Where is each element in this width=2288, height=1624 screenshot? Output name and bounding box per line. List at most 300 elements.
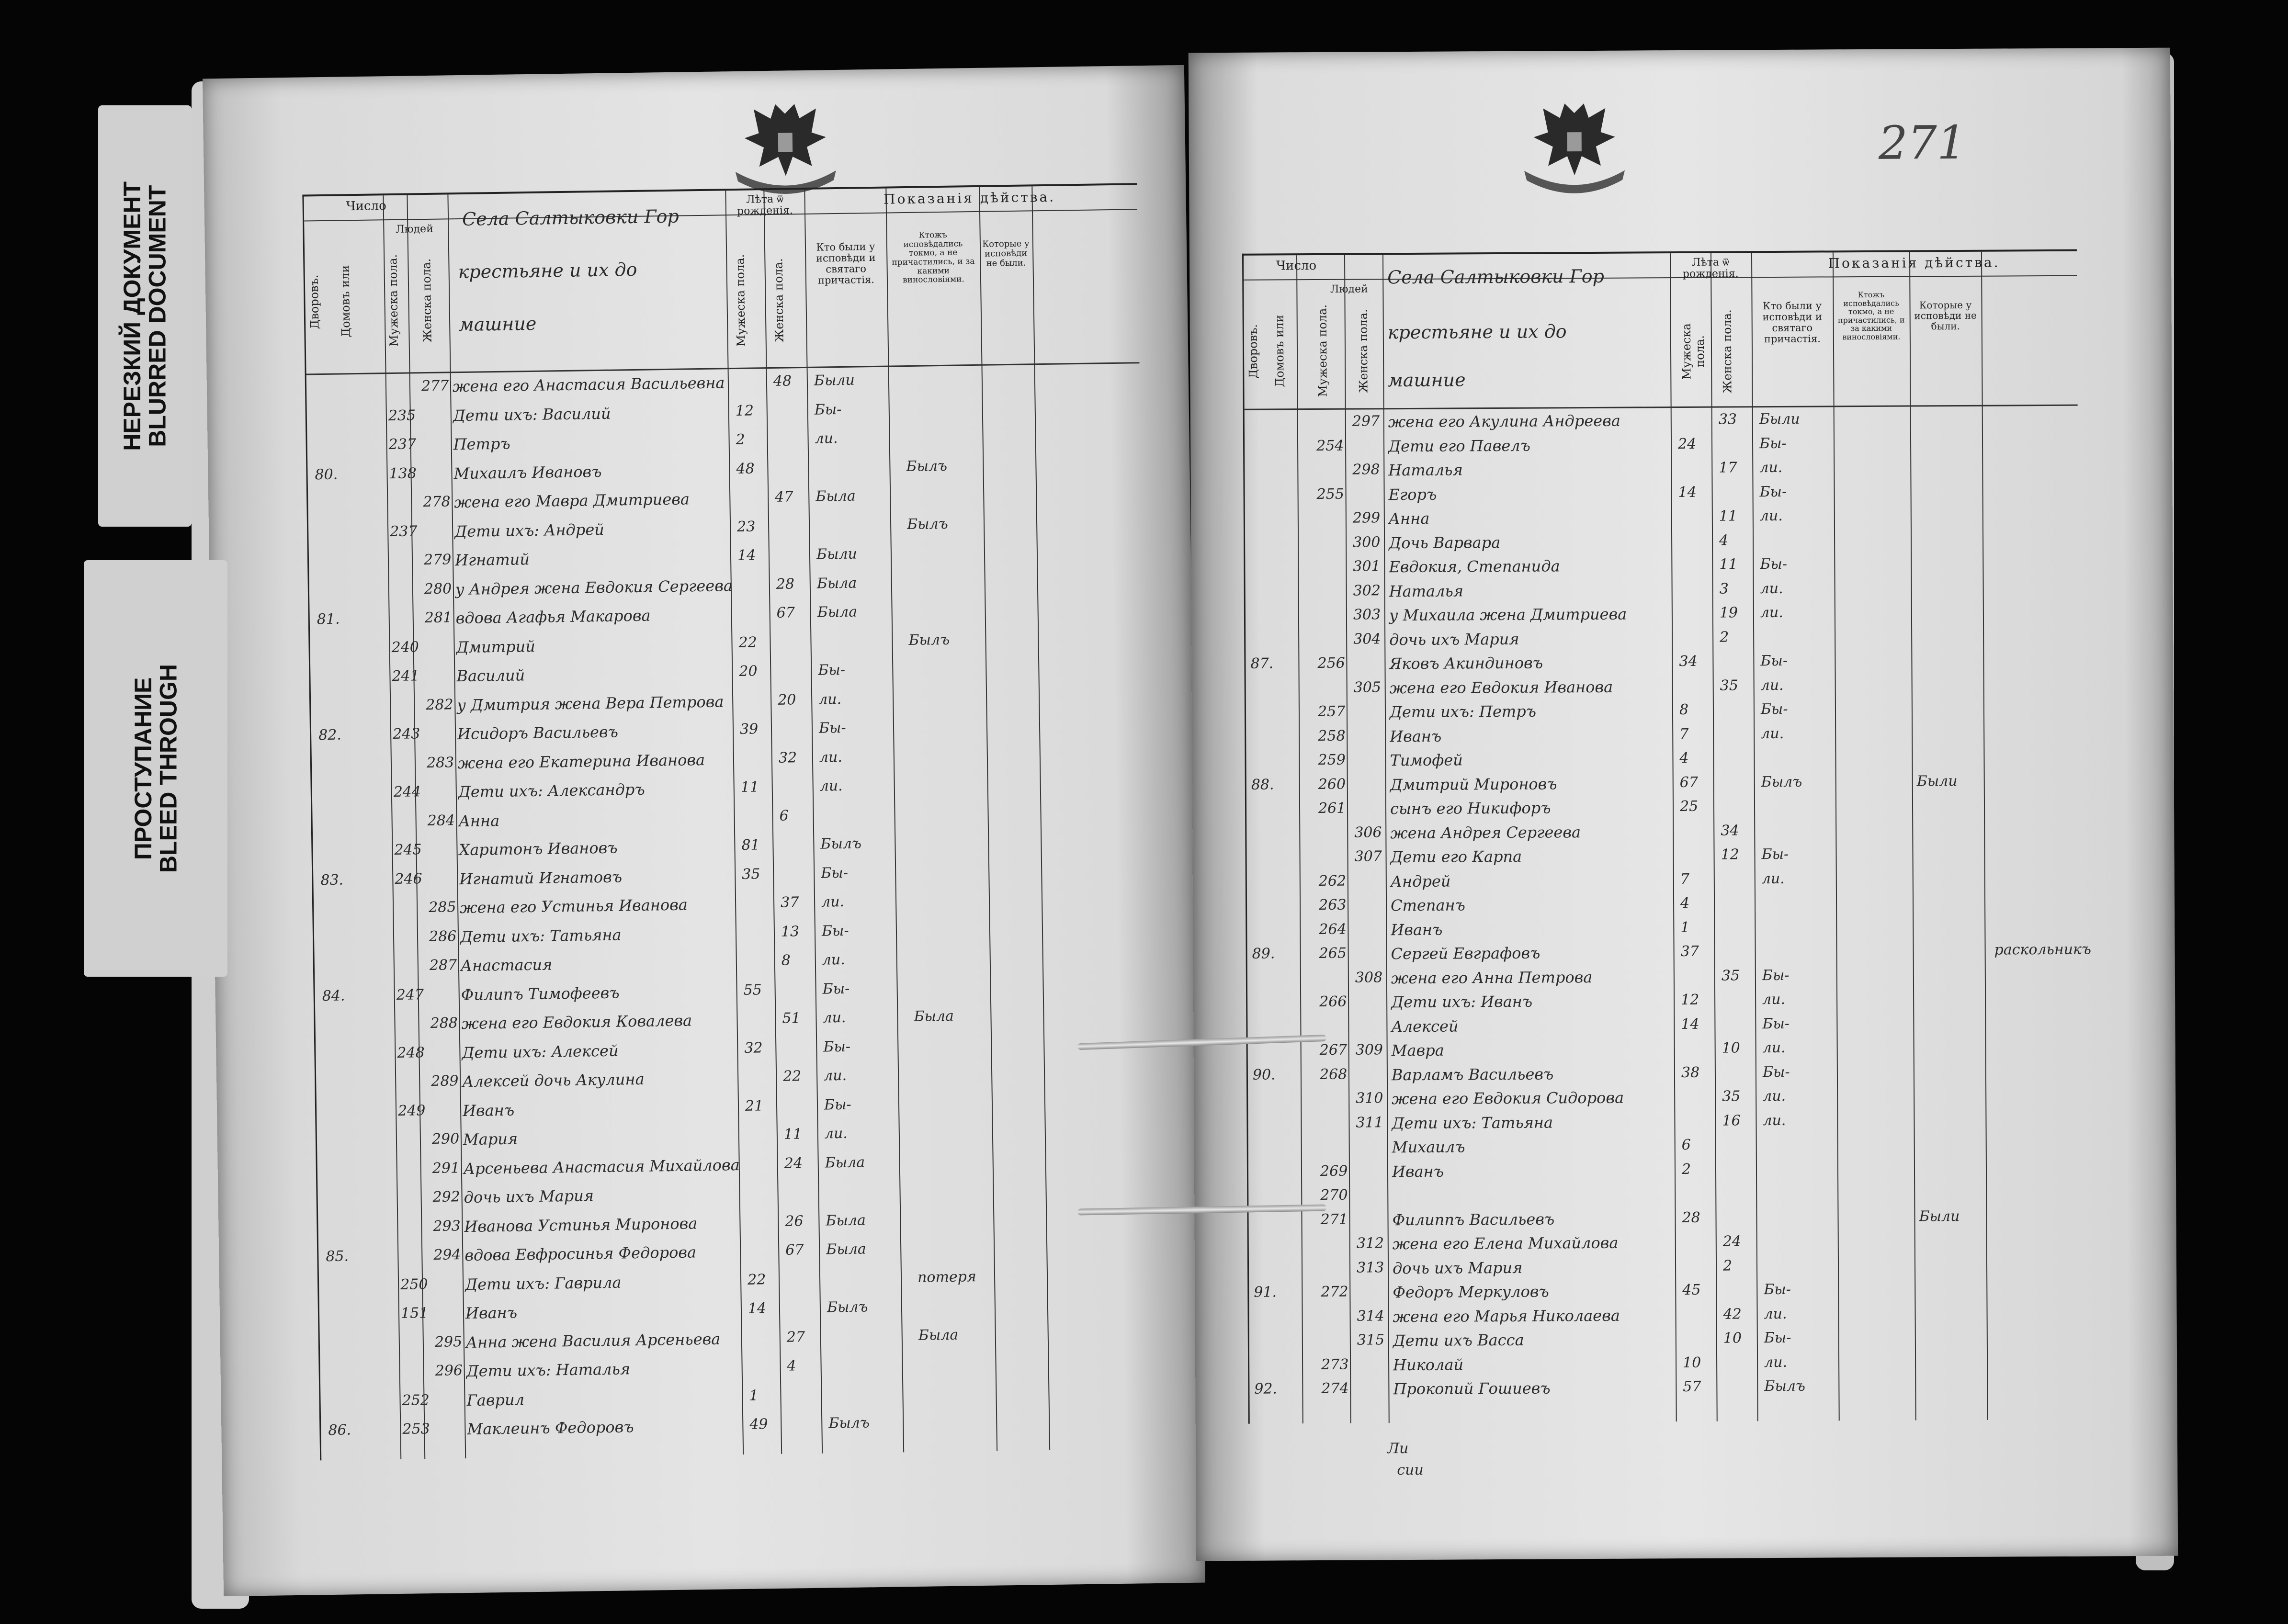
right-row-am: 25 [1679,798,1699,815]
right-row-am: 38 [1681,1064,1700,1081]
left-row-name: Арсеньева Анастасия Михайлова [463,1155,740,1178]
right-row-m: 258 [1318,727,1346,744]
right-row-am: 10 [1683,1354,1701,1371]
left-row-n: Былъ [908,631,950,649]
left-row-m: 244 [393,783,421,801]
right-row-yard: 91. [1254,1284,1277,1301]
header-kotorye-r: Которые у исповѣди не были. [1914,299,1977,332]
right-row-af: 2 [1722,1257,1733,1274]
left-row-n: потеря [917,1268,976,1286]
header-akta: Лѣта ѿ рожденія. [736,193,793,218]
header-akta-zh: Женска пола. [771,258,786,342]
right-row-af: 42 [1723,1305,1742,1323]
left-row-n: Была [914,1007,954,1025]
left-row-name: Мария [463,1129,518,1149]
right-row-f: 303 [1353,606,1381,623]
left-row-name: у Дмитрия жена Вера Петрова [457,692,724,714]
left-row-m: 247 [396,986,424,1004]
left-row-am: 14 [737,547,756,564]
left-row-name: Игнатий Игнатовъ [459,867,623,888]
right-row-f: 298 [1352,461,1380,478]
header-lyudey: Людей [395,223,433,236]
right-row-af: 35 [1722,1088,1741,1105]
right-row-name: Иванъ [1390,727,1442,745]
right-row-af: 33 [1718,411,1737,428]
right-row-name: сынъ его Никифоръ [1390,799,1551,818]
left-row-af: 26 [785,1212,804,1230]
right-row-am: 24 [1677,435,1697,452]
right-row-name: дочь ихъ Мария [1389,630,1519,649]
right-heading-line-1: Села Салтыковки Гор [1387,265,1605,288]
left-row-b: Были [814,372,855,389]
right-row-m: 262 [1318,872,1347,890]
left-row-f: 280 [424,580,452,598]
right-row-af: 10 [1723,1330,1742,1347]
right-row-b: ли. [1760,580,1783,597]
right-row-name: Мавра [1391,1041,1444,1060]
left-row-m: 138 [389,464,417,482]
left-row-am: 21 [745,1097,764,1115]
right-row-b: ли. [1761,725,1784,742]
right-row-name: Дмитрий Мироновъ [1390,774,1557,794]
left-row-name: у Андрея жена Евдокия Сергеева [455,576,733,598]
right-row-name: Тимофей [1390,751,1463,770]
right-row-m: 254 [1316,437,1344,454]
right-row-am: 67 [1679,774,1699,791]
right-row-f: 311 [1356,1114,1383,1131]
right-row-am: 4 [1680,894,1690,912]
right-row-name: Дочь Варвара [1389,533,1501,552]
left-row-af: 47 [775,488,793,506]
left-row-f: 292 [432,1188,461,1206]
right-row-b: Бы- [1761,846,1789,863]
left-row-yard: 84. [322,987,345,1004]
right-row-name: жена его Акулина Андреева [1388,411,1620,431]
left-row-yard: 85. [326,1248,349,1265]
left-page [203,65,1205,1596]
left-row-name: Анна [458,811,500,830]
right-row-af: 24 [1722,1233,1742,1250]
right-row-name: Дети ихъ: Иванъ [1391,992,1533,1012]
left-row-am: 32 [744,1039,763,1057]
left-row-name: Дети ихъ: Алексей [462,1041,619,1062]
left-row-b: Былъ [820,835,862,853]
right-row-m: 257 [1317,703,1346,720]
left-row-b: ли. [815,430,838,447]
left-row-m: 151 [400,1305,429,1322]
right-row-name: жена Андрея Сергеева [1390,823,1581,842]
left-row-yard: 81. [317,610,340,628]
left-row-af: 24 [784,1154,803,1172]
left-row-yard: 83. [320,871,344,889]
right-row-af: 19 [1719,604,1738,621]
left-row-m: 249 [397,1102,426,1119]
right-row-am: 14 [1678,484,1697,501]
right-row-n: Были [1919,1207,1960,1225]
left-row-name: Игнатий [454,550,530,570]
right-row-af: 10 [1722,1039,1740,1057]
right-row-am: 6 [1681,1136,1691,1154]
left-row-b: ли. [823,1067,847,1084]
right-row-yard: 87. [1250,655,1274,672]
right-row-name: Евдокия, Степанида [1389,557,1560,576]
right-row-m: 271 [1320,1211,1348,1228]
right-row-name: Дети ихъ: Петръ [1389,702,1537,722]
left-row-yard: 80. [315,466,338,483]
right-row-f: 315 [1357,1331,1385,1349]
left-row-m: 245 [394,841,422,859]
footer-note-2: сии [1397,1461,1424,1479]
header-domov: Домовъ или [338,265,353,338]
left-row-am: 55 [743,981,762,999]
right-row-af: 3 [1719,580,1729,598]
left-row-af: 20 [777,691,796,709]
right-row-name: жена его Евдокия Иванова [1389,677,1613,697]
left-row-af: 22 [782,1068,802,1085]
right-row-af: 16 [1722,1112,1741,1129]
right-row-af: 4 [1719,531,1729,549]
left-row-af: 51 [782,1010,801,1027]
header-domov-r: Домовъ или [1272,315,1287,387]
right-row-name: жена его Елена Михайлова [1392,1233,1619,1253]
bleed-through-label: ПРОСТУПАНИЕ BLEED THROUGH [129,664,181,873]
left-row-m: 235 [388,406,416,424]
right-row-name: дочь ихъ Мария [1392,1258,1523,1277]
left-row-am: 2 [736,431,745,448]
right-row-b: Бы- [1760,555,1788,573]
right-row-name: Яковъ Акиндиновъ [1389,654,1543,673]
header-chislo-r: Число [1276,258,1317,273]
left-row-f: 287 [429,957,457,974]
right-row-o: раскольникъ [1994,941,2091,959]
right-row-name: Прокопий Гошиевъ [1393,1379,1551,1398]
left-row-name: Маклеинъ Федоровъ [467,1418,634,1439]
right-row-name: Иванъ [1391,920,1443,939]
left-row-m: 243 [392,725,420,743]
right-row-am: 8 [1679,701,1689,719]
header-kotorye: Которые у исповѣди не были. [982,238,1030,269]
left-row-am: 12 [735,402,754,419]
left-row-m: 252 [402,1391,430,1409]
left-table [302,183,1155,1460]
right-row-am: 45 [1682,1281,1701,1299]
right-row-yard: 92. [1254,1380,1278,1398]
right-row-name: Сергей Евграфовъ [1391,944,1540,963]
right-row-yard: 88. [1251,776,1274,793]
left-row-name: жена его Устинья Иванова [459,895,688,917]
right-row-b: ли. [1763,1087,1786,1105]
left-row-name: вдова Агафья Макарова [455,606,651,628]
right-row-am: 37 [1680,943,1699,960]
left-row-name: Василий [456,666,525,686]
right-row-b: ли. [1762,1039,1786,1057]
right-row-f: 301 [1353,558,1381,575]
right-row-name: Анна [1388,509,1430,528]
right-row-f: 312 [1356,1235,1384,1252]
right-row-m: 261 [1318,800,1346,817]
header-pokaz-r: Показанія дѣйства. [1828,254,2000,271]
right-row-b: ли. [1764,1305,1787,1322]
left-row-name: Анна жена Василия Арсеньева [465,1330,721,1352]
right-row-f: 306 [1354,823,1382,841]
left-row-af: 11 [783,1126,803,1143]
left-row-name: Дети ихъ: Татьяна [460,925,622,946]
left-row-f: 278 [423,493,451,511]
right-row-f: 302 [1353,582,1381,599]
left-row-af: 27 [786,1328,805,1346]
left-row-m: 250 [400,1275,428,1293]
right-row-m: 267 [1319,1041,1348,1059]
left-row-b: Бы- [823,1038,851,1056]
right-row-am: 12 [1681,991,1699,1009]
left-row-name: Дети ихъ: Александръ [458,780,645,801]
right-row-yard: 90. [1252,1066,1276,1083]
left-row-name: вдова Евфросинья Федорова [464,1243,697,1265]
right-row-b: ли. [1762,991,1786,1008]
right-row-name: Дети его Павелъ [1388,436,1531,455]
left-row-name: Анастасия [460,955,553,975]
left-row-am: 1 [749,1387,759,1404]
left-row-b: Бы- [818,661,846,679]
right-row-m: 264 [1319,921,1347,938]
header-kto: Кто были у исповѣди и святаго причастія. [816,240,876,286]
double-headed-eagle-emblem-right [1514,99,1634,195]
left-row-b: Бы- [818,719,846,737]
right-row-f: 309 [1355,1041,1383,1059]
left-row-f: 294 [433,1246,461,1263]
left-row-m: 240 [391,638,419,656]
left-row-am: 20 [739,663,758,680]
right-row-name: Степанъ [1390,896,1466,915]
left-row-b: Бы- [821,922,849,940]
left-row-name: Иванъ [465,1303,518,1323]
left-row-n: Былъ [906,457,948,475]
right-row-m: 273 [1321,1356,1349,1373]
right-row-b: Бы- [1759,435,1787,452]
right-row-name: жена его Марья Николаева [1393,1306,1620,1326]
right-row-af: 35 [1721,967,1740,984]
right-row-af: 2 [1720,628,1729,646]
right-row-name: Наталья [1388,461,1463,480]
left-row-am: 11 [740,778,759,796]
left-row-b: Были [816,545,858,563]
header-zhen: Женска пола. [419,258,434,342]
header-kto-r: Кто были у исповѣди и святаго причастія. [1762,300,1822,345]
right-row-b: ли. [1760,604,1783,621]
left-row-m: 241 [392,667,419,685]
right-row-yard: 89. [1252,945,1275,962]
left-row-af: 6 [779,807,789,824]
left-row-b: Была [825,1153,865,1172]
double-headed-eagle-emblem-left [725,99,846,196]
right-page [1189,48,2178,1561]
left-row-name: Исидоръ Васильевъ [457,722,619,744]
right-row-m: 265 [1319,945,1347,962]
left-row-f: 281 [424,609,453,627]
left-heading-line-2: крестьяне и их до [458,259,637,283]
left-row-name: Петръ [453,434,510,454]
header-akta-r: Лѣта ѿ рожденія. [1682,256,1739,281]
right-row-name: у Михаила жена Дмитриева [1389,605,1627,625]
right-row-name: Николай [1393,1355,1464,1374]
left-row-name: жена его Анастасия Васильевна [452,373,725,396]
right-row-af: 11 [1719,508,1738,525]
left-row-b: Былъ [827,1298,868,1316]
header-pokaz: Показанія дѣйства. [883,189,1056,207]
left-row-am: 81 [741,836,760,854]
right-row-am: 2 [1681,1161,1691,1178]
left-row-am: 22 [738,633,757,651]
left-row-af: 13 [781,923,800,940]
right-row-name: Федоръ Меркуловъ [1393,1282,1549,1302]
header-chislo: Число [346,199,387,214]
left-row-b: ли. [819,777,843,795]
left-row-f: 288 [430,1015,458,1032]
right-row-b: Бы- [1762,1063,1790,1081]
left-heading-line-3: машние [458,313,537,336]
right-row-name: Наталья [1389,581,1464,600]
right-row-am: 1 [1680,919,1690,936]
right-row-b: Бы- [1759,483,1787,500]
right-row-b: ли. [1759,459,1783,476]
right-row-am: 7 [1680,870,1690,888]
right-row-af: 11 [1719,556,1738,573]
right-row-b: ли. [1761,870,1785,887]
left-row-name: жена его Мавра Дмитриева [454,490,690,512]
left-row-b: ли. [824,1125,848,1142]
right-row-m: 272 [1321,1283,1348,1300]
left-row-b: Бы- [822,980,850,998]
right-row-n: Были [1916,772,1958,789]
right-row-m: 263 [1319,896,1347,914]
left-row-am: 48 [736,460,755,477]
right-row-b: ли. [1759,507,1783,525]
right-row-f: 314 [1357,1307,1384,1325]
left-row-b: Была [816,487,856,505]
right-row-name: Егоръ [1388,485,1437,504]
left-row-n: Была [918,1326,959,1344]
right-row-af: 35 [1720,677,1738,694]
right-row-name: жена его Анна Петрова [1391,968,1593,987]
right-row-am: 34 [1679,653,1698,670]
right-row-f: 310 [1356,1090,1383,1107]
left-row-am: 39 [739,721,759,738]
left-row-f: 285 [428,899,456,916]
right-table [1242,249,2091,1424]
left-row-b: ли. [819,748,843,766]
right-row-b: Былъ [1764,1377,1806,1395]
left-row-yard: 86. [328,1421,351,1439]
left-row-b: Бы- [814,401,842,418]
right-row-b: Были [1759,410,1800,428]
left-row-b: Была [816,574,857,592]
left-row-n: Былъ [906,515,948,533]
right-row-b: Бы- [1760,652,1788,670]
left-row-af: 32 [778,749,797,767]
right-row-am: 14 [1681,1015,1699,1033]
right-row-m: 260 [1318,776,1346,793]
header-dvorov-r: Дворовъ. [1246,324,1260,379]
left-row-name: Иванъ [462,1101,515,1120]
left-row-name: Дети ихъ: Андрей [454,520,605,541]
right-row-b: Бы- [1764,1281,1791,1298]
left-row-b: ли. [822,951,846,969]
right-row-f: 307 [1354,848,1382,865]
left-row-af: 48 [773,372,792,390]
right-row-name: Дети ихъ: Татьяна [1392,1113,1553,1132]
right-row-b: Бы- [1762,1015,1790,1032]
left-row-f: 291 [432,1159,460,1177]
left-row-f: 282 [426,696,453,713]
left-row-f: 293 [433,1217,461,1235]
left-row-b: ли. [823,1009,846,1026]
right-row-name: Алексей [1391,1016,1459,1036]
right-row-b: Бы- [1762,967,1790,984]
right-row-m: 274 [1321,1380,1349,1397]
left-row-f: 279 [423,551,452,569]
header-akta-m-r: Мужеска пола. [1679,323,1707,380]
left-row-b: Бы- [821,864,849,882]
right-row-f: 308 [1355,969,1383,986]
right-row-m: 270 [1320,1186,1348,1204]
right-row-f: 297 [1352,413,1380,430]
header-muzh-r: Мужеска пола. [1315,304,1330,397]
right-row-name: Дети ихъ Васса [1393,1331,1524,1350]
right-row-m: 266 [1319,993,1347,1010]
bleed-through-sticker [84,560,227,977]
right-row-b: ли. [1764,1353,1788,1371]
header-ktozh: Ктожъ исповѣдались токмо, а не причастились, и за какими винословіями. [892,230,975,285]
header-muzh: Мужеска пола. [386,254,401,347]
left-row-f: 283 [426,754,454,771]
left-row-b: Была [826,1211,866,1229]
right-row-name: Дети его Карпа [1390,847,1522,867]
left-row-name: Михаилъ Ивановъ [453,462,602,483]
right-row-name: Варламъ Васильевъ [1391,1064,1554,1084]
right-row-f: 313 [1356,1259,1384,1276]
right-row-name: Андрей [1390,872,1451,891]
right-row-m: 268 [1319,1066,1348,1083]
blurred-document-sticker [98,105,192,527]
left-heading-line-1: Села Салтыковки Гор [462,205,680,230]
header-zhen-r: Женска пола. [1356,308,1371,393]
left-row-f: 290 [431,1130,460,1148]
left-row-name: Филипъ Тимофеевъ [461,983,620,1004]
left-row-name: Дмитрий [456,637,536,656]
left-row-b: ли. [818,690,842,708]
left-row-m: 237 [389,522,418,540]
left-row-af: 4 [787,1357,796,1375]
header-akta-m: Мужеска пола. [733,254,748,347]
left-row-af: 67 [776,604,795,621]
right-row-af: 34 [1721,822,1739,839]
left-row-b: Была [817,603,858,621]
left-row-am: 22 [747,1271,766,1288]
left-row-m: 248 [397,1044,425,1061]
right-row-b: Бы- [1760,700,1788,718]
left-row-m: 253 [402,1421,430,1438]
left-row-am: 49 [749,1416,768,1433]
right-row-af: 17 [1719,459,1737,476]
right-row-m: 256 [1317,654,1345,672]
right-row-am: 57 [1683,1378,1701,1396]
left-row-am: 35 [742,865,760,883]
left-row-f: 286 [429,927,457,945]
left-row-f: 284 [427,812,455,829]
right-row-am: 4 [1679,749,1689,767]
left-row-name: Алексей дочь Акулина [462,1070,645,1091]
right-row-name: Иванъ [1392,1162,1444,1181]
